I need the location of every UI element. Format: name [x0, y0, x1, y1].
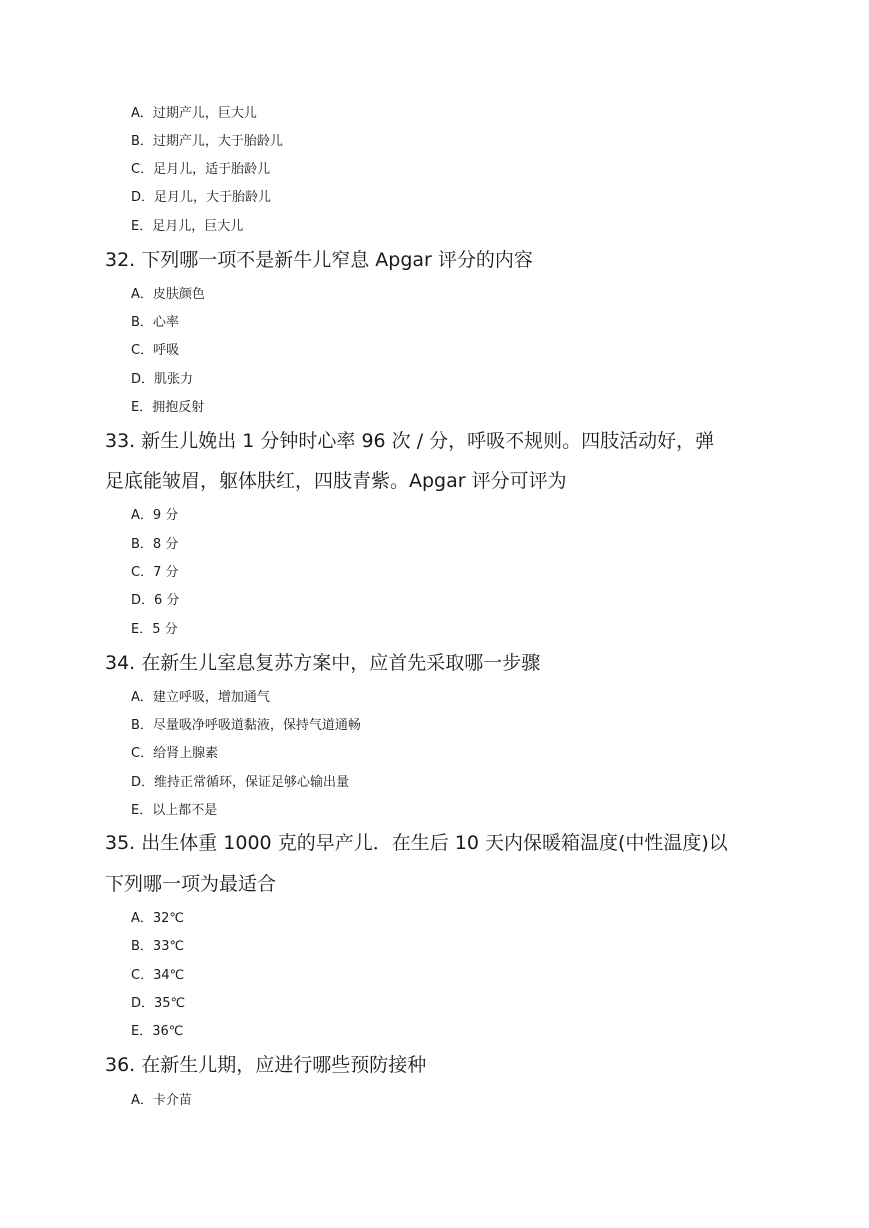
q33-stem-line1: 33. 新生儿娩出 1 分钟时心率 96 次 / 分，呼吸不规则。四肢活动好，弹 [105, 430, 715, 452]
q32-option-d: D．肌张力 [131, 372, 194, 387]
q34-option-e: E．以上都不是 [131, 803, 218, 818]
q32-option-c: C．呼吸 [131, 343, 180, 358]
q35-option-a: A．32℃ [131, 911, 185, 926]
q31-option-d: D．足月儿，大于胎龄儿 [131, 190, 272, 205]
q31-option-a: A．过期产儿，巨大儿 [131, 106, 257, 121]
q35-stem-line2: 下列哪一项为最适合 [105, 873, 277, 895]
q33-option-d: D．6 分 [131, 593, 180, 608]
q34-option-c: C．给肾上腺素 [131, 746, 219, 761]
q35-option-d: D．35℃ [131, 996, 186, 1011]
q36-option-a: A．卡介苗 [131, 1093, 192, 1108]
q36-stem: 36. 在新生儿期，应进行哪些预防接种 [105, 1054, 427, 1076]
q33-option-a: A．9 分 [131, 508, 179, 523]
q31-option-c: C．足月儿，适于胎龄儿 [131, 162, 271, 177]
q34-stem: 34. 在新生儿室息复苏方案中，应首先采取哪一步骤 [105, 652, 541, 674]
q34-option-b: B．尽量吸净呼吸道黏液，保持气道通畅 [131, 718, 361, 733]
q34-option-d: D．维持正常循环，保证足够心输出量 [131, 775, 350, 790]
q32-option-e: E．拥抱反射 [131, 400, 205, 415]
q35-stem-line1: 35. 出生体重 1000 克的早产儿．在生后 10 天内保暖箱温度(中性温度)以 [105, 832, 728, 854]
q33-stem-line2: 足底能皱眉，躯体肤红，四肢青紫。Apgar 评分可评为 [105, 470, 567, 492]
q33-option-c: C．7 分 [131, 565, 179, 580]
q35-option-e: E．36℃ [131, 1024, 184, 1039]
q33-option-b: B．8 分 [131, 537, 179, 552]
q32-option-b: B．心率 [131, 315, 179, 330]
q35-option-b: B．33℃ [131, 939, 185, 954]
q32-stem: 32. 下列哪一项不是新牛儿窄息 Apgar 评分的内容 [105, 249, 533, 271]
q31-option-b: B．过期产儿，大于胎龄儿 [131, 134, 283, 149]
q33-option-e: E．5 分 [131, 622, 178, 637]
q34-option-a: A．建立呼吸，增加通气 [131, 690, 270, 705]
q31-option-e: E．足月儿，巨大儿 [131, 219, 244, 234]
q35-option-c: C．34℃ [131, 968, 185, 983]
q32-option-a: A．皮肤颜色 [131, 287, 205, 302]
